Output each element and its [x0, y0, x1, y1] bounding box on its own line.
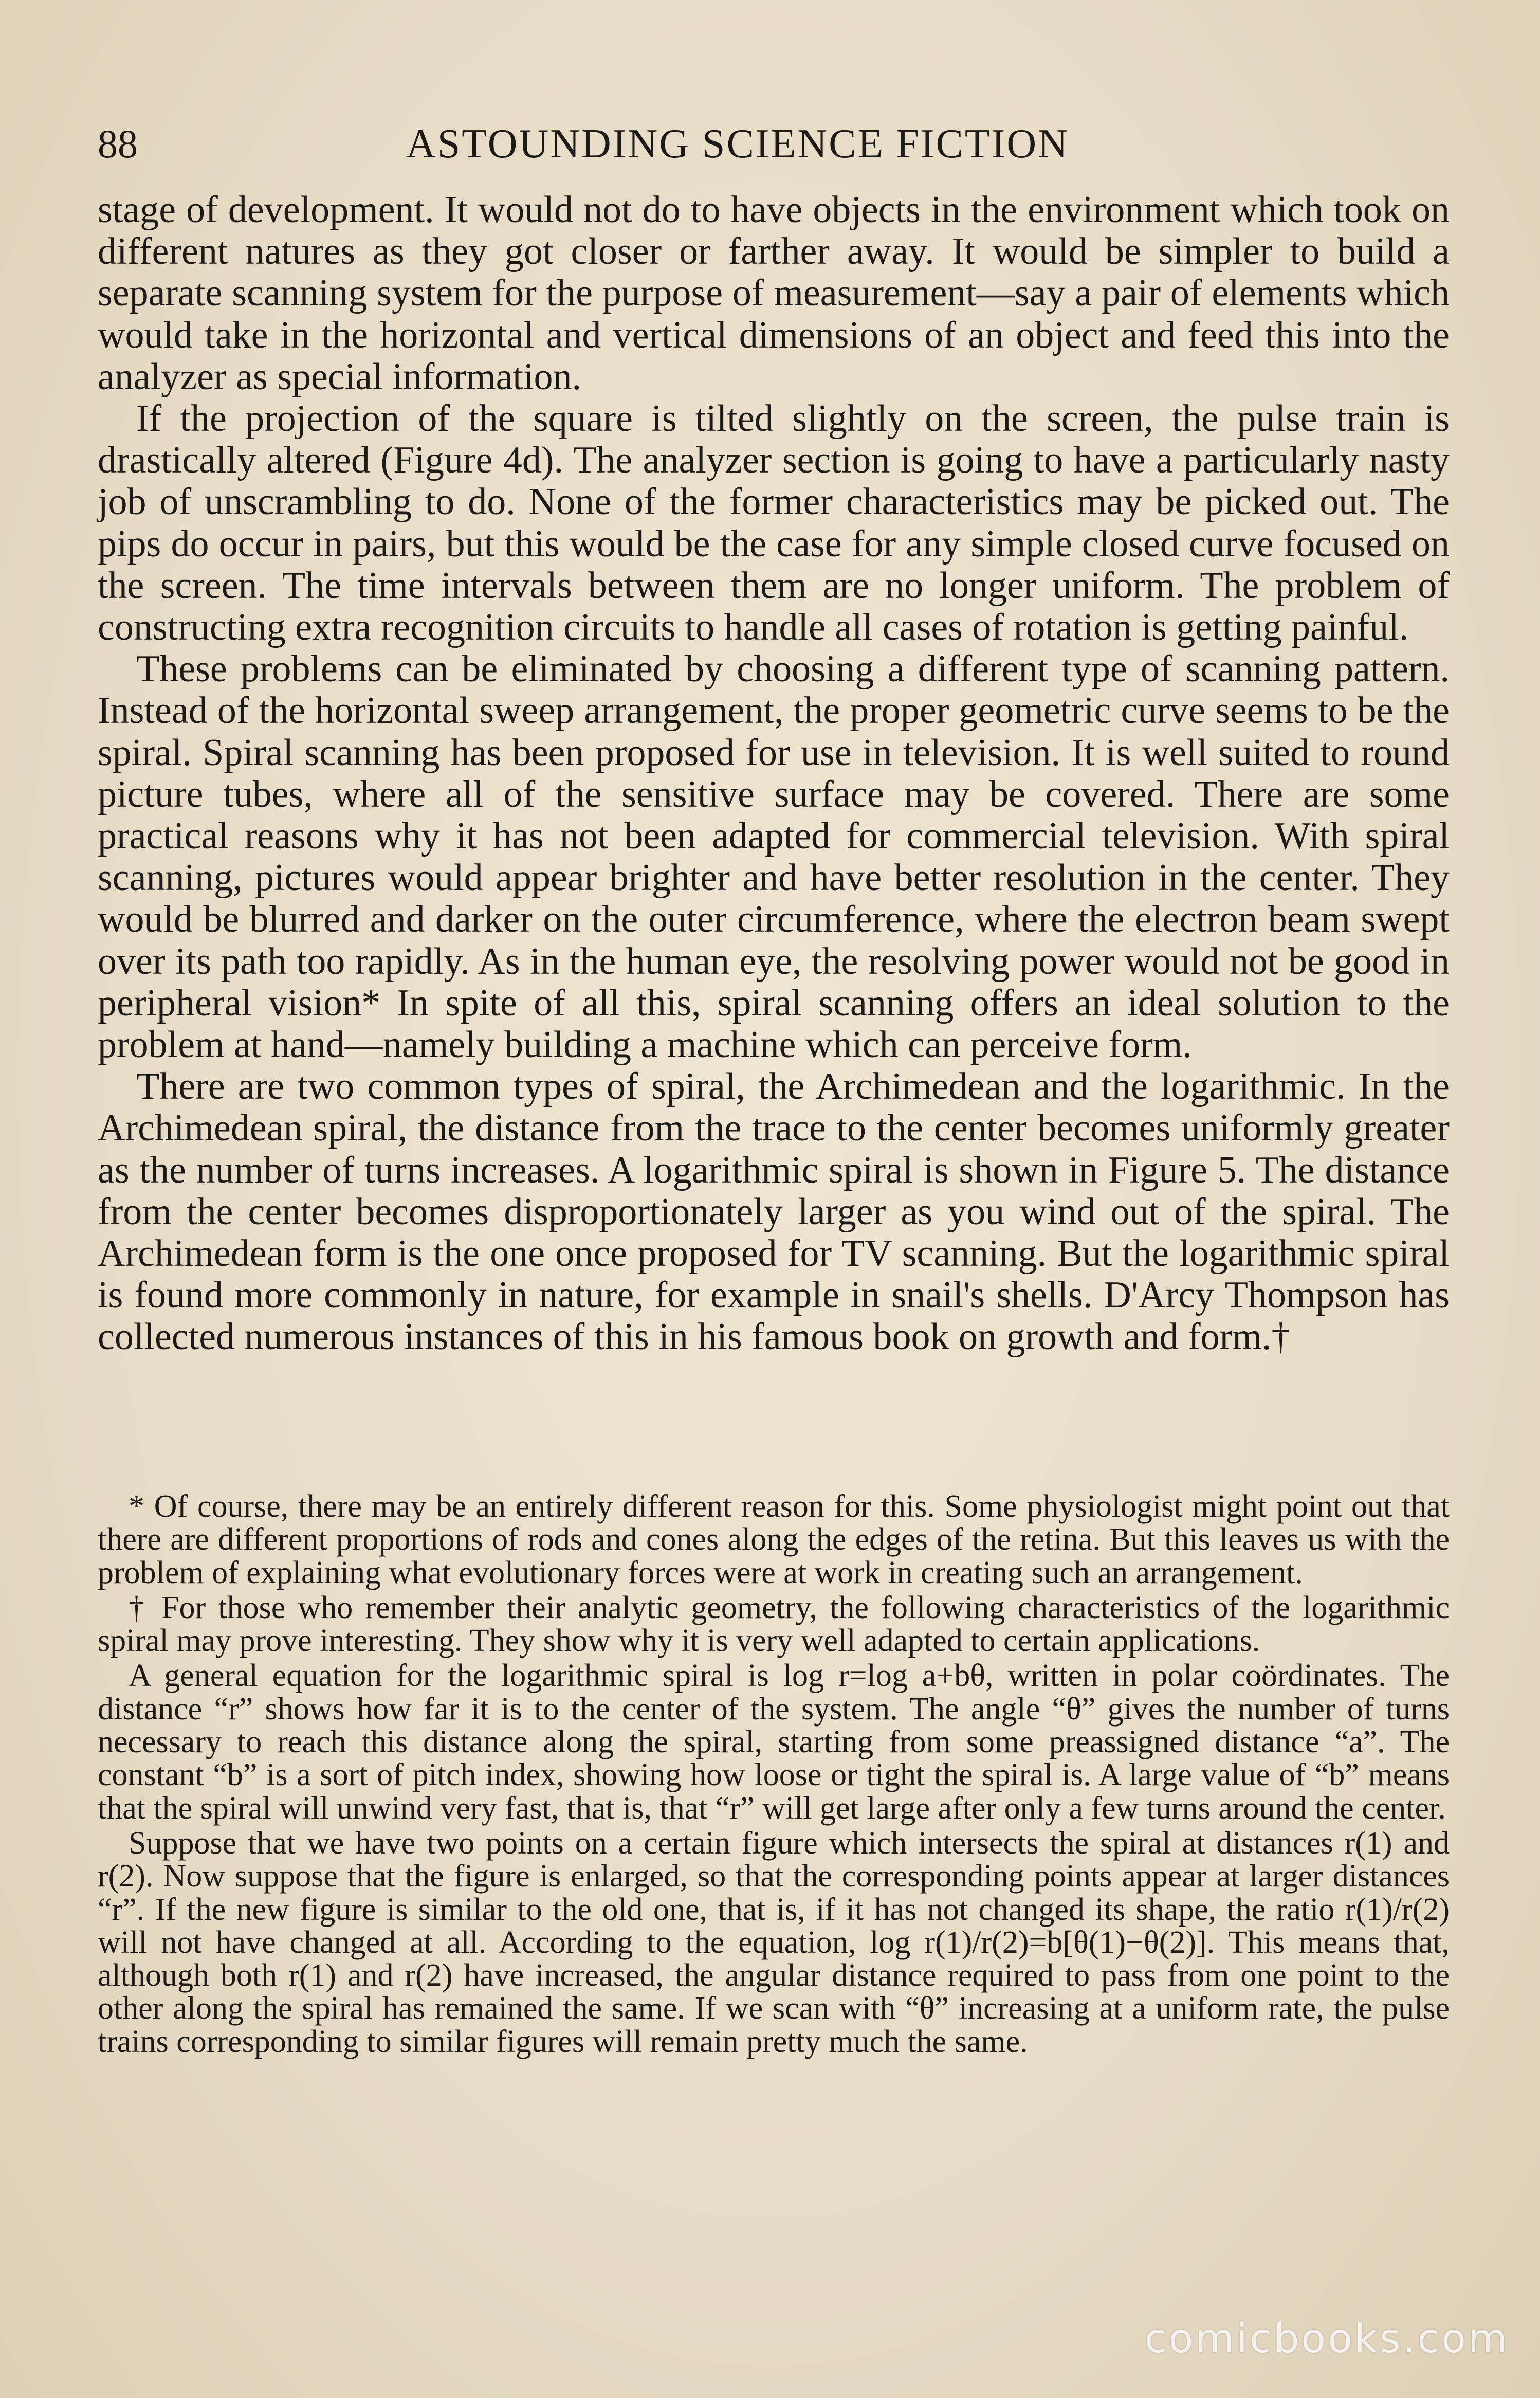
footnotes — [98, 1490, 1450, 2060]
footnote-asterisk: * Of course, there may be an entirely different reason for this. Some physiologist might point out that there are different proportions of rods and cones along the edges of the retina. But this leaves us with the problem of explaining what evolutionary forces were at work in creating such an arrangement. — [98, 1489, 1450, 1590]
paragraph: These problems can be eliminated by choosing a different type of scanning pattern. Instead of the horizontal sweep arrangement, the proper geometric curve seems to be the spiral. Spiral scanning has been proposed for use in television. It is well suited to round picture tubes, where all of the sensitive surface may be covered. There are some practical reasons why it has not been adapted for commercial television. With spiral scanning, pictures would appear brighter and have better resolution in the center. They would be blurred and darker on the outer circumference, where the electron beam swept over its path too rapidly. As in the human eye, the resolving power would not be good in peripheral vision* In spite of all this, spiral scanning offers an ideal solution to the problem at hand—namely building a machine which can perceive form. — [98, 648, 1450, 1066]
footnote-paragraph: Suppose that we have two points on a certain figure which intersects the spiral at distances r(1) and r(2). Now suppose that the figure is enlarged, so that the corresponding points appear at larger distances “r”. If the new figure is similar to the old one, that is, if it has not changed its shape, the ratio r(1)/r(2) will not have changed at all. According to the equation, log r(1)/r(2)=b[θ(1)−θ(2)]. This means that, although both r(1) and r(2) have increased, the angular distance required to pass from one point to the other along the spiral has remained the same. If we scan with “θ” increasing at a uniform rate, the pulse trains corresponding to similar figures will remain pretty much the same. — [98, 1825, 1450, 2059]
running-title: ASTOUNDING SCIENCE FICTION — [406, 121, 1069, 167]
page-number: 88 — [98, 121, 138, 166]
page-header — [98, 113, 1450, 175]
paragraph: If the projection of the square is tilted slightly on the screen, the pulse train is drastically altered (Figure 4d). The analyzer section is going to have a particularly nasty job of unscrambling to do. None of the former characteristics may be picked out. The pips do occur in pairs, but this would be the case for any simple closed curve focused on the screen. The time intervals between them are no longer uniform. The problem of constructing extra recognition circuits to handle all cases of rotation is getting painful. — [98, 397, 1450, 649]
footnote-paragraph: A general equation for the logarithmic spiral is log r=log a+bθ, written in polar coördinates. The distance “r” shows how far it is to the center of the system. The angle “θ” gives the number of turns necessary to reach this distance along the spiral, starting from some preassigned distance “a”. The constant “b” is a sort of pitch index, showing how loose or tight the spiral is. A large value of “b” means that the spiral will unwind very fast, that is, that “r” will get large after only a few turns around the center. — [98, 1658, 1450, 1826]
watermark: comicbooks.com — [1144, 2316, 1509, 2362]
body-text — [98, 189, 1450, 1358]
paragraph-continued: stage of development. It would not do to have objects in the environment which took on different natures as they got closer or farther away. It would be simpler to build a separate scanning system for the purpose of measurement—say a pair of elements which would take in the horizontal and vertical dimensions of an object and feed this into the analyzer as special information. — [98, 189, 1450, 398]
footnote-dagger: † For those who remember their analytic geometry, the following characteristics of the logarithmic spiral may prove interesting. They show why it is very well adapted to certain applications. — [98, 1590, 1450, 1659]
paragraph: There are two common types of spiral, the Archimedean and the logarithmic. In the Archimedean spiral, the distance from the trace to the center becomes uniformly greater as the number of turns increases. A logarithmic spiral is shown in Figure 5. The distance from the center becomes disproportionately larger as you wind out of the spiral. The Archimedean form is the one once proposed for TV scanning. But the logarithmic spiral is found more commonly in nature, for example in snail's shells. D'Arcy Thompson has collected numerous instances of this in his famous book on growth and form.† — [98, 1065, 1450, 1358]
